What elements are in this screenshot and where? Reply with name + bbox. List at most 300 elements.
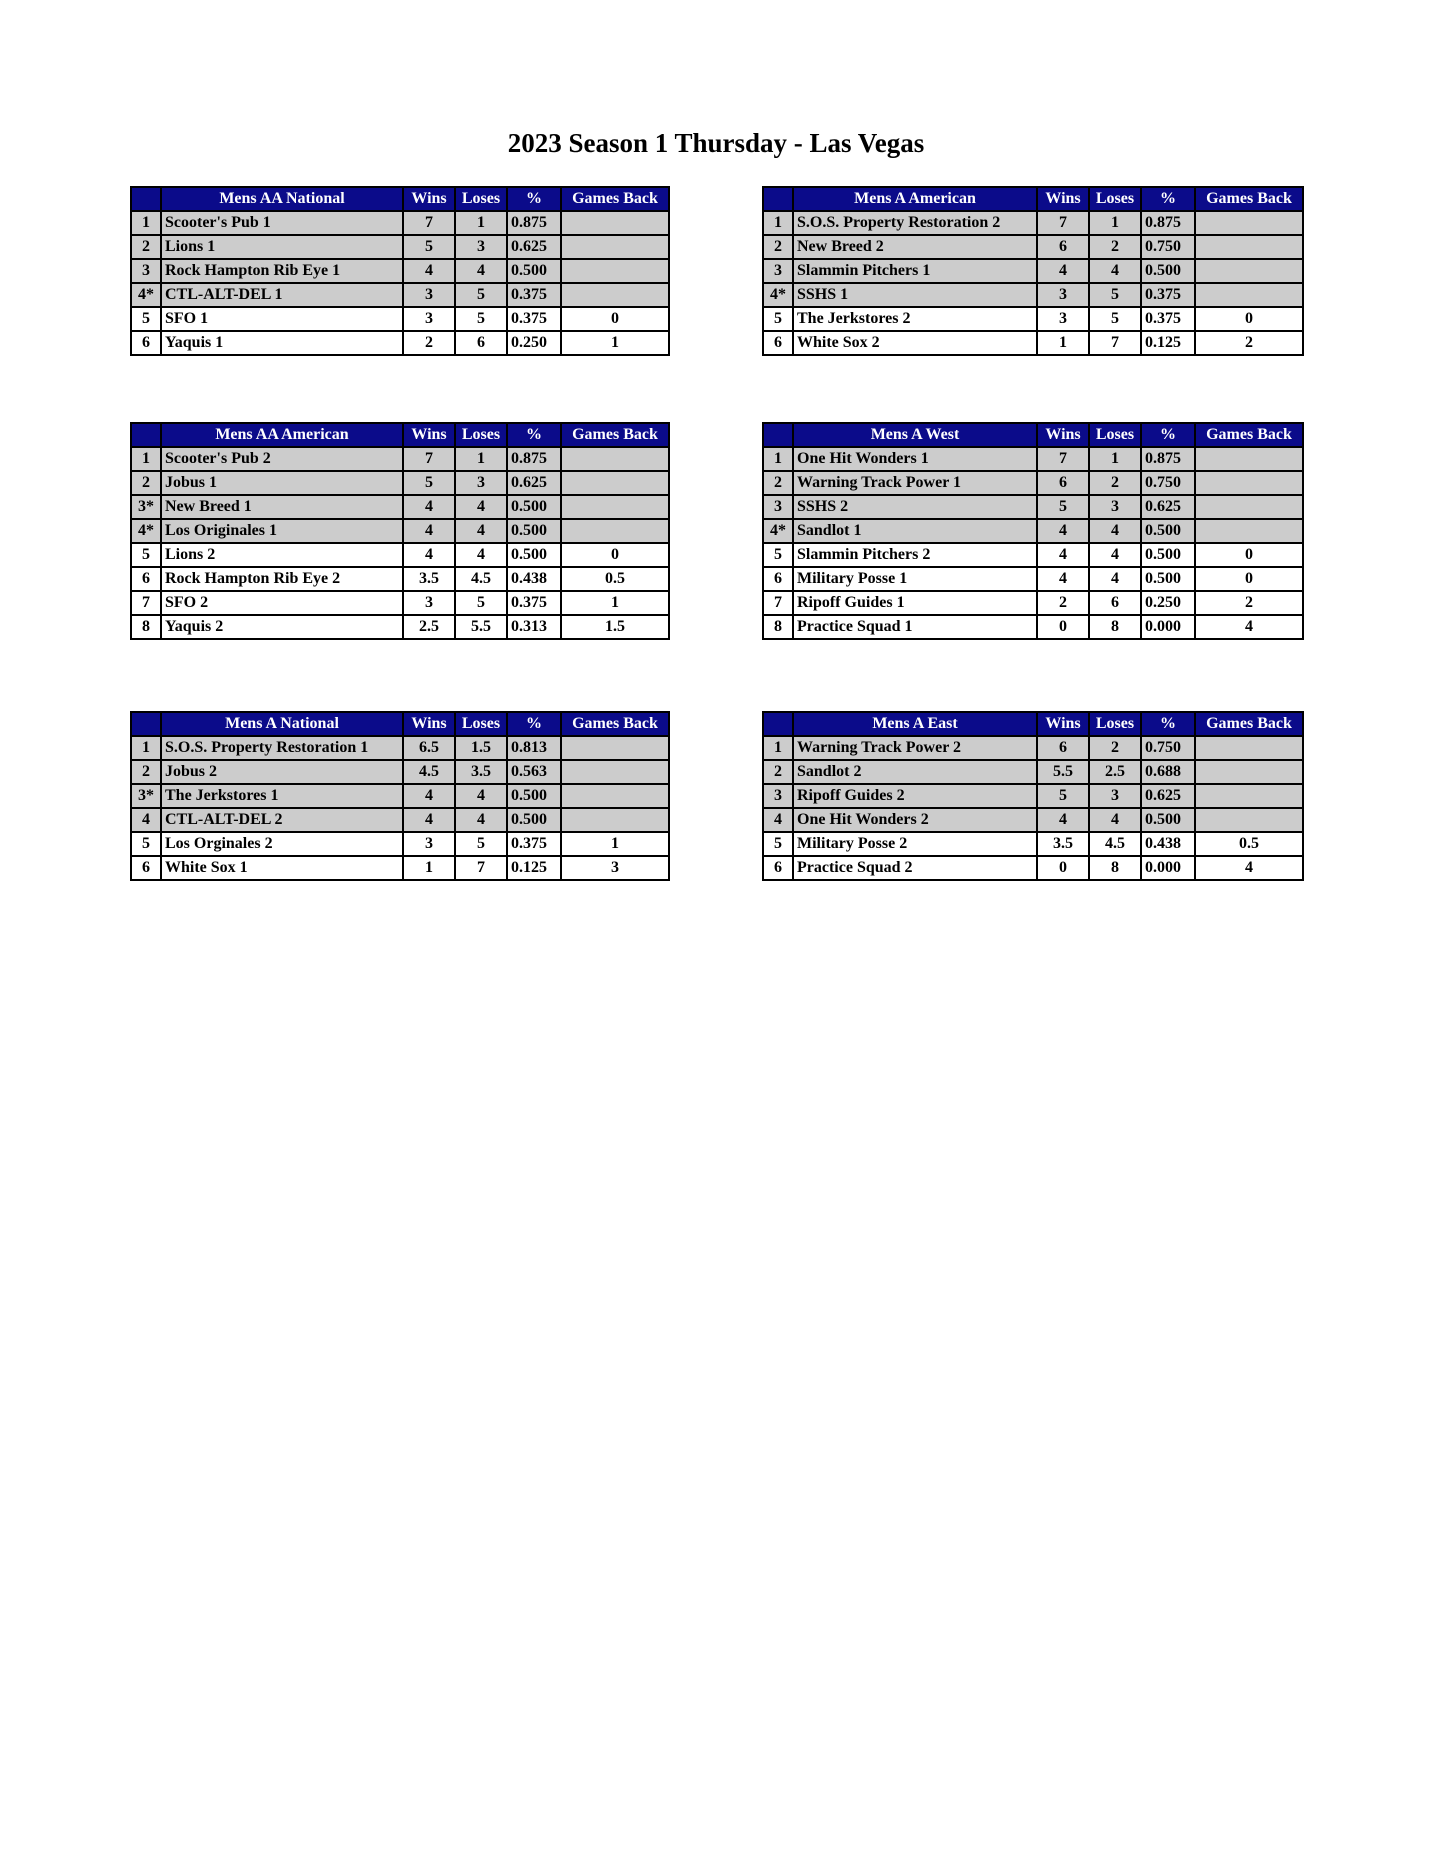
team-name: Warning Track Power 1: [793, 471, 1037, 495]
table-row: [763, 736, 1303, 760]
wins-cell: 4: [403, 808, 455, 832]
division-name: Mens AA American: [161, 423, 403, 447]
table-row: [131, 760, 669, 784]
rank-cell: 1: [763, 211, 793, 235]
pct-cell: 0.438: [1141, 832, 1195, 856]
wins-cell: 3: [403, 307, 455, 331]
team-name: Ripoff Guides 1: [793, 591, 1037, 615]
wins-cell: 7: [1037, 447, 1089, 471]
pct-cell: 0.313: [507, 615, 561, 639]
header-rank: [131, 712, 161, 736]
wins-cell: 5.5: [1037, 760, 1089, 784]
loses-cell: 4: [455, 519, 507, 543]
header-wins: Wins: [403, 423, 455, 447]
loses-cell: 4: [455, 259, 507, 283]
table-row: [763, 495, 1303, 519]
table-row: [763, 567, 1303, 591]
loses-cell: 1: [1089, 447, 1141, 471]
team-name: One Hit Wonders 2: [793, 808, 1037, 832]
loses-cell: 4.5: [455, 567, 507, 591]
games-back-cell: 0: [561, 543, 669, 567]
wins-cell: 2: [403, 331, 455, 355]
header-rank: [131, 423, 161, 447]
games-back-cell: [561, 736, 669, 760]
wins-cell: 1: [403, 856, 455, 880]
rank-cell: 2: [131, 235, 161, 259]
page-title: 2023 Season 1 Thursday - Las Vegas: [507, 128, 925, 158]
rank-cell: 7: [131, 591, 161, 615]
header-loses: Loses: [455, 187, 507, 211]
header-wins: Wins: [1037, 712, 1089, 736]
games-back-cell: 1: [561, 832, 669, 856]
table-row: [131, 591, 669, 615]
table-row: [131, 736, 669, 760]
loses-cell: 1: [455, 211, 507, 235]
table-row: [763, 543, 1303, 567]
wins-cell: 5: [403, 471, 455, 495]
loses-cell: 7: [1089, 331, 1141, 355]
games-back-cell: 2: [1195, 331, 1303, 355]
wins-cell: 7: [1037, 211, 1089, 235]
rank-cell: 2: [763, 235, 793, 259]
header-row: [131, 712, 669, 736]
pct-cell: 0.000: [1141, 615, 1195, 639]
header-wins: Wins: [403, 712, 455, 736]
pct-cell: 0.625: [507, 235, 561, 259]
division-name: Mens A East: [793, 712, 1037, 736]
pct-cell: 0.125: [507, 856, 561, 880]
loses-cell: 4: [455, 808, 507, 832]
header-loses: Loses: [1089, 187, 1141, 211]
table-row: [763, 615, 1303, 639]
pct-cell: 0.875: [507, 211, 561, 235]
pct-cell: 0.000: [1141, 856, 1195, 880]
loses-cell: 4: [1089, 808, 1141, 832]
header-loses: Loses: [1089, 423, 1141, 447]
pct-cell: 0.250: [507, 331, 561, 355]
standings-table-mens-aa-american: [130, 422, 670, 640]
team-name: Los Orginales 2: [161, 832, 403, 856]
header-pct: %: [1141, 423, 1195, 447]
team-name: S.O.S. Property Restoration 1: [161, 736, 403, 760]
table-row: [131, 519, 669, 543]
table-row: [763, 283, 1303, 307]
rank-cell: 8: [763, 615, 793, 639]
table-row: [763, 471, 1303, 495]
pct-cell: 0.500: [507, 543, 561, 567]
loses-cell: 3: [455, 471, 507, 495]
division-name: Mens A National: [161, 712, 403, 736]
rank-cell: 4*: [131, 283, 161, 307]
team-name: Rock Hampton Rib Eye 2: [161, 567, 403, 591]
header-pct: %: [1141, 187, 1195, 211]
games-back-cell: 0.5: [1195, 832, 1303, 856]
games-back-cell: 0.5: [561, 567, 669, 591]
team-name: Scooter's Pub 2: [161, 447, 403, 471]
team-name: Sandlot 2: [793, 760, 1037, 784]
pct-cell: 0.500: [507, 259, 561, 283]
wins-cell: 4: [1037, 519, 1089, 543]
rank-cell: 7: [763, 591, 793, 615]
pct-cell: 0.500: [507, 519, 561, 543]
table-row: [763, 331, 1303, 355]
table-row: [131, 211, 669, 235]
loses-cell: 4: [455, 543, 507, 567]
loses-cell: 5: [455, 832, 507, 856]
team-name: Sandlot 1: [793, 519, 1037, 543]
division-name: Mens A American: [793, 187, 1037, 211]
games-back-cell: [561, 235, 669, 259]
rank-cell: 1: [131, 447, 161, 471]
games-back-cell: [1195, 519, 1303, 543]
loses-cell: 4: [1089, 519, 1141, 543]
wins-cell: 6: [1037, 471, 1089, 495]
team-name: Jobus 2: [161, 760, 403, 784]
table-row: [763, 784, 1303, 808]
loses-cell: 1: [1089, 211, 1141, 235]
wins-cell: 7: [403, 211, 455, 235]
loses-cell: 5: [1089, 283, 1141, 307]
pct-cell: 0.500: [507, 784, 561, 808]
loses-cell: 6: [1089, 591, 1141, 615]
team-name: SFO 2: [161, 591, 403, 615]
loses-cell: 8: [1089, 856, 1141, 880]
games-back-cell: [1195, 235, 1303, 259]
rank-cell: 3: [763, 259, 793, 283]
pct-cell: 0.500: [1141, 259, 1195, 283]
rank-cell: 1: [763, 447, 793, 471]
standings-table-mens-a-american: [762, 186, 1304, 356]
games-back-cell: [561, 211, 669, 235]
table-row: [763, 259, 1303, 283]
team-name: Yaquis 2: [161, 615, 403, 639]
rank-cell: 6: [131, 331, 161, 355]
wins-cell: 3.5: [403, 567, 455, 591]
loses-cell: 3.5: [455, 760, 507, 784]
rank-cell: 3: [763, 495, 793, 519]
header-pct: %: [1141, 712, 1195, 736]
table-row: [763, 760, 1303, 784]
pct-cell: 0.875: [1141, 211, 1195, 235]
table-row: [131, 567, 669, 591]
team-name: SSHS 2: [793, 495, 1037, 519]
pct-cell: 0.750: [1141, 235, 1195, 259]
pct-cell: 0.375: [1141, 307, 1195, 331]
header-loses: Loses: [455, 423, 507, 447]
table-row: [763, 211, 1303, 235]
rank-cell: 6: [131, 567, 161, 591]
header-row: [131, 423, 669, 447]
header-wins: Wins: [1037, 187, 1089, 211]
pct-cell: 0.875: [507, 447, 561, 471]
pct-cell: 0.813: [507, 736, 561, 760]
pct-cell: 0.688: [1141, 760, 1195, 784]
loses-cell: 8: [1089, 615, 1141, 639]
header-row: [131, 187, 669, 211]
header-loses: Loses: [1089, 712, 1141, 736]
team-name: The Jerkstores 2: [793, 307, 1037, 331]
table-row: [763, 447, 1303, 471]
rank-cell: 1: [763, 736, 793, 760]
loses-cell: 3: [1089, 495, 1141, 519]
pct-cell: 0.125: [1141, 331, 1195, 355]
rank-cell: 1: [131, 211, 161, 235]
rank-cell: 3: [763, 784, 793, 808]
pct-cell: 0.375: [507, 283, 561, 307]
table-row: [131, 784, 669, 808]
table-row: [763, 832, 1303, 856]
rank-cell: 5: [763, 543, 793, 567]
team-name: Jobus 1: [161, 471, 403, 495]
header-rank: [763, 187, 793, 211]
wins-cell: 3: [403, 832, 455, 856]
header-row: [763, 187, 1303, 211]
team-name: Practice Squad 2: [793, 856, 1037, 880]
team-name: White Sox 1: [161, 856, 403, 880]
division-name: Mens AA National: [161, 187, 403, 211]
rank-cell: 4: [763, 808, 793, 832]
rank-cell: 6: [131, 856, 161, 880]
games-back-cell: [1195, 760, 1303, 784]
wins-cell: 4: [1037, 808, 1089, 832]
loses-cell: 2: [1089, 736, 1141, 760]
games-back-cell: [561, 259, 669, 283]
loses-cell: 2: [1089, 471, 1141, 495]
header-pct: %: [507, 187, 561, 211]
table-row: [763, 519, 1303, 543]
rank-cell: 5: [763, 307, 793, 331]
pct-cell: 0.563: [507, 760, 561, 784]
pct-cell: 0.750: [1141, 471, 1195, 495]
wins-cell: 3: [1037, 283, 1089, 307]
wins-cell: 6.5: [403, 736, 455, 760]
table-row: [763, 591, 1303, 615]
loses-cell: 4: [455, 784, 507, 808]
header-pct: %: [507, 423, 561, 447]
loses-cell: 4: [1089, 543, 1141, 567]
games-back-cell: [1195, 283, 1303, 307]
pct-cell: 0.500: [507, 808, 561, 832]
games-back-cell: [561, 519, 669, 543]
team-name: Rock Hampton Rib Eye 1: [161, 259, 403, 283]
wins-cell: 3: [403, 591, 455, 615]
rank-cell: 4: [131, 808, 161, 832]
table-row: [131, 495, 669, 519]
games-back-cell: [1195, 495, 1303, 519]
standings-table-mens-a-national: [130, 711, 670, 881]
games-back-cell: 0: [561, 307, 669, 331]
loses-cell: 3: [455, 235, 507, 259]
header-rank: [763, 423, 793, 447]
games-back-cell: 4: [1195, 615, 1303, 639]
wins-cell: 4: [1037, 543, 1089, 567]
table-row: [131, 615, 669, 639]
wins-cell: 6: [1037, 736, 1089, 760]
standings-table-mens-a-west: [762, 422, 1304, 640]
wins-cell: 1: [1037, 331, 1089, 355]
wins-cell: 4: [403, 543, 455, 567]
rank-cell: 1: [131, 736, 161, 760]
loses-cell: 3: [1089, 784, 1141, 808]
loses-cell: 4.5: [1089, 832, 1141, 856]
loses-cell: 1.5: [455, 736, 507, 760]
rank-cell: 2: [763, 471, 793, 495]
loses-cell: 5: [1089, 307, 1141, 331]
wins-cell: 2.5: [403, 615, 455, 639]
games-back-cell: [1195, 808, 1303, 832]
header-row: [763, 712, 1303, 736]
team-name: SFO 1: [161, 307, 403, 331]
games-back-cell: 1: [561, 331, 669, 355]
pct-cell: 0.375: [1141, 283, 1195, 307]
games-back-cell: 0: [1195, 543, 1303, 567]
loses-cell: 4: [455, 495, 507, 519]
team-name: Military Posse 1: [793, 567, 1037, 591]
pct-cell: 0.500: [1141, 567, 1195, 591]
team-name: SSHS 1: [793, 283, 1037, 307]
wins-cell: 6: [1037, 235, 1089, 259]
table-row: [763, 235, 1303, 259]
rank-cell: 6: [763, 856, 793, 880]
games-back-cell: [561, 784, 669, 808]
rank-cell: 3*: [131, 495, 161, 519]
loses-cell: 4: [1089, 259, 1141, 283]
wins-cell: 4: [1037, 259, 1089, 283]
pct-cell: 0.625: [1141, 784, 1195, 808]
team-name: Lions 1: [161, 235, 403, 259]
rank-cell: 6: [763, 331, 793, 355]
games-back-cell: 0: [1195, 307, 1303, 331]
games-back-cell: [1195, 211, 1303, 235]
pct-cell: 0.250: [1141, 591, 1195, 615]
rank-cell: 4*: [763, 283, 793, 307]
loses-cell: 7: [455, 856, 507, 880]
loses-cell: 5: [455, 591, 507, 615]
wins-cell: 5: [1037, 784, 1089, 808]
team-name: Warning Track Power 2: [793, 736, 1037, 760]
table-row: [131, 471, 669, 495]
loses-cell: 6: [455, 331, 507, 355]
games-back-cell: [561, 808, 669, 832]
games-back-cell: [561, 760, 669, 784]
team-name: S.O.S. Property Restoration 2: [793, 211, 1037, 235]
table-row: [131, 856, 669, 880]
games-back-cell: 0: [1195, 567, 1303, 591]
wins-cell: 4: [403, 259, 455, 283]
loses-cell: 2.5: [1089, 760, 1141, 784]
header-games-back: Games Back: [1195, 423, 1303, 447]
games-back-cell: [1195, 259, 1303, 283]
games-back-cell: 4: [1195, 856, 1303, 880]
table-row: [763, 856, 1303, 880]
loses-cell: 4: [1089, 567, 1141, 591]
games-back-cell: [1195, 447, 1303, 471]
loses-cell: 5.5: [455, 615, 507, 639]
team-name: New Breed 1: [161, 495, 403, 519]
header-pct: %: [507, 712, 561, 736]
pct-cell: 0.750: [1141, 736, 1195, 760]
team-name: Ripoff Guides 2: [793, 784, 1037, 808]
team-name: New Breed 2: [793, 235, 1037, 259]
team-name: Military Posse 2: [793, 832, 1037, 856]
wins-cell: 0: [1037, 856, 1089, 880]
division-name: Mens A West: [793, 423, 1037, 447]
loses-cell: 5: [455, 307, 507, 331]
rank-cell: 2: [131, 471, 161, 495]
table-row: [131, 259, 669, 283]
games-back-cell: 2: [1195, 591, 1303, 615]
pct-cell: 0.625: [507, 471, 561, 495]
team-name: Yaquis 1: [161, 331, 403, 355]
wins-cell: 5: [403, 235, 455, 259]
loses-cell: 2: [1089, 235, 1141, 259]
header-games-back: Games Back: [1195, 187, 1303, 211]
table-row: [763, 307, 1303, 331]
header-loses: Loses: [455, 712, 507, 736]
table-row: [131, 235, 669, 259]
standings-table-mens-a-east: [762, 711, 1304, 881]
header-games-back: Games Back: [561, 712, 669, 736]
wins-cell: 0: [1037, 615, 1089, 639]
wins-cell: 4: [1037, 567, 1089, 591]
wins-cell: 4: [403, 519, 455, 543]
wins-cell: 3: [1037, 307, 1089, 331]
pct-cell: 0.500: [507, 495, 561, 519]
table-row: [131, 331, 669, 355]
header-games-back: Games Back: [561, 187, 669, 211]
pct-cell: 0.500: [1141, 543, 1195, 567]
pct-cell: 0.375: [507, 307, 561, 331]
games-back-cell: [561, 495, 669, 519]
rank-cell: 5: [131, 543, 161, 567]
rank-cell: 5: [131, 832, 161, 856]
rank-cell: 5: [763, 832, 793, 856]
wins-cell: 2: [1037, 591, 1089, 615]
rank-cell: 4*: [131, 519, 161, 543]
pct-cell: 0.500: [1141, 808, 1195, 832]
pct-cell: 0.875: [1141, 447, 1195, 471]
team-name: Practice Squad 1: [793, 615, 1037, 639]
team-name: White Sox 2: [793, 331, 1037, 355]
team-name: One Hit Wonders 1: [793, 447, 1037, 471]
team-name: CTL-ALT-DEL 2: [161, 808, 403, 832]
games-back-cell: [561, 471, 669, 495]
rank-cell: 5: [131, 307, 161, 331]
rank-cell: 3: [131, 259, 161, 283]
wins-cell: 4: [403, 784, 455, 808]
rank-cell: 6: [763, 567, 793, 591]
table-row: [131, 543, 669, 567]
games-back-cell: 1: [561, 591, 669, 615]
rank-cell: 3*: [131, 784, 161, 808]
team-name: The Jerkstores 1: [161, 784, 403, 808]
games-back-cell: [561, 447, 669, 471]
table-row: [763, 808, 1303, 832]
header-wins: Wins: [1037, 423, 1089, 447]
rank-cell: 2: [131, 760, 161, 784]
wins-cell: 3: [403, 283, 455, 307]
wins-cell: 7: [403, 447, 455, 471]
header-rank: [763, 712, 793, 736]
team-name: Lions 2: [161, 543, 403, 567]
table-row: [131, 832, 669, 856]
table-row: [131, 447, 669, 471]
team-name: Scooter's Pub 1: [161, 211, 403, 235]
team-name: Slammin Pitchers 2: [793, 543, 1037, 567]
team-name: CTL-ALT-DEL 1: [161, 283, 403, 307]
header-row: [763, 423, 1303, 447]
pct-cell: 0.438: [507, 567, 561, 591]
